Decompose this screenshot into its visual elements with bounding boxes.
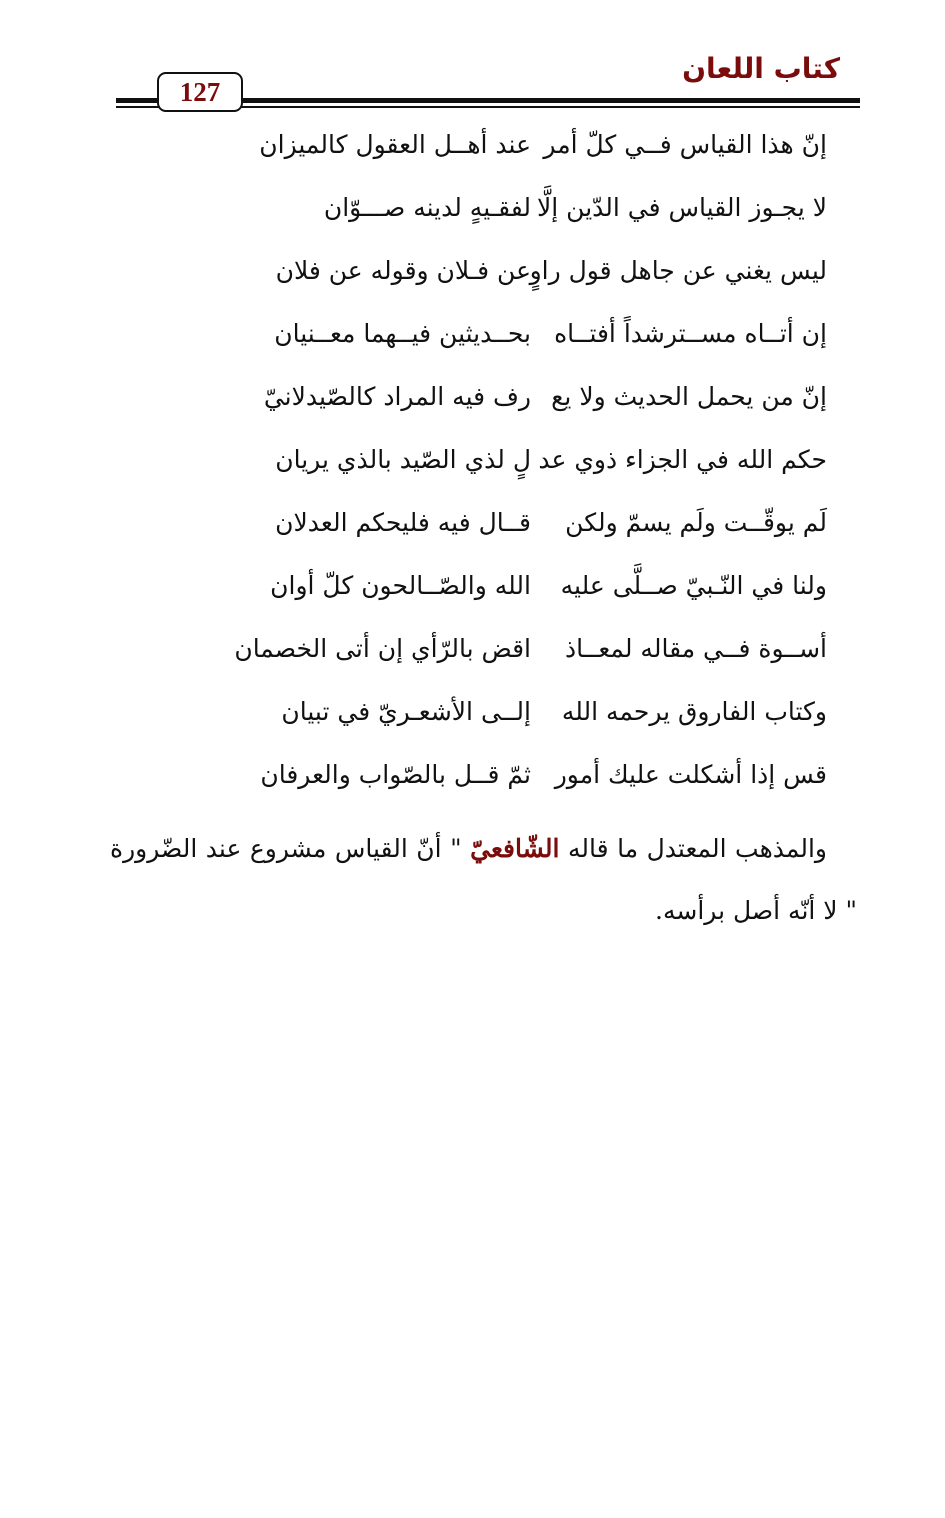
verse-ajz: إلــى الأشعـريّ في تبيان	[281, 697, 531, 726]
verse-ajz: ثمّ قــل بالصّواب والعرفان	[260, 760, 531, 789]
verse-ajz: رف فيه المراد كالصّيدلانيّ	[263, 382, 531, 411]
verse-ajz: الله والصّــالحون كلّ أوان	[270, 571, 531, 600]
verse-4	[0, 319, 945, 379]
verse-3	[0, 256, 945, 316]
verse-1	[0, 130, 945, 190]
prose-paragraph	[110, 818, 857, 942]
prose-text	[110, 818, 857, 942]
verse-sadr: لا يجـوز القياس في الدّين إلَّا	[537, 193, 827, 222]
verse-ajz: لفقـيهٍ لدينه صـــوّان	[323, 193, 531, 222]
page-number: 127	[179, 76, 221, 107]
verse-sadr: قس إذا أشكلت عليك أمور	[554, 760, 827, 789]
verse-10	[0, 697, 945, 757]
verse-sadr: إن أتــاه مســترشداً أفتــاه	[554, 319, 827, 348]
verse-sadr: إنّ من يحمل الحديث ولا يع	[551, 382, 827, 411]
verse-2	[0, 193, 945, 253]
verse-sadr: أســوة فــي مقاله لمعــاذ	[564, 634, 827, 663]
verse-sadr: حكم الله في الجزاء ذوي عد	[538, 445, 827, 474]
book-title: كتاب اللعان	[682, 52, 840, 85]
verse-7	[0, 508, 945, 568]
verse-ajz: بحــديثين فيــهما معــنيان	[274, 319, 531, 348]
verse-ajz: لٍ لذي الصّيد بالذي يريان	[275, 445, 531, 474]
verse-ajz: قــال فيه فليحكم العدلان	[275, 508, 531, 537]
page-number-box	[157, 72, 243, 112]
verse-11	[0, 760, 945, 820]
page-header	[0, 0, 945, 120]
prose-after: " أنّ القياس مشروع عند الضّرورة " لا أنّه أصل برأسه.	[110, 834, 857, 925]
verse-sadr: لَم يوقّــت ولَم يسمّ ولكن	[565, 508, 827, 537]
verse-8	[0, 571, 945, 631]
verse-sadr: إنّ هذا القياس فــي كلّ أمر	[543, 130, 827, 159]
verse-sadr: ولنا في النّـبيّ صــلَّى عليه	[560, 571, 827, 600]
verse-ajz: اقض بالرّأي إن أتى الخصمان	[234, 634, 531, 663]
verse-ajz: عن فـلان وقوله عن فلان	[275, 256, 531, 285]
highlighted-name: الشّافعيّ	[470, 834, 560, 863]
verse-9	[0, 634, 945, 694]
verse-sadr: وكتاب الفاروق يرحمه الله	[561, 697, 827, 726]
prose-before: والمذهب المعتدل ما قاله	[567, 834, 827, 863]
verse-ajz: عند أهــل العقول كالميزان	[259, 130, 531, 159]
verse-sadr: ليس يغني عن جاهل قول راوٍ	[529, 256, 827, 285]
verse-6	[0, 445, 945, 505]
verse-5	[0, 382, 945, 442]
